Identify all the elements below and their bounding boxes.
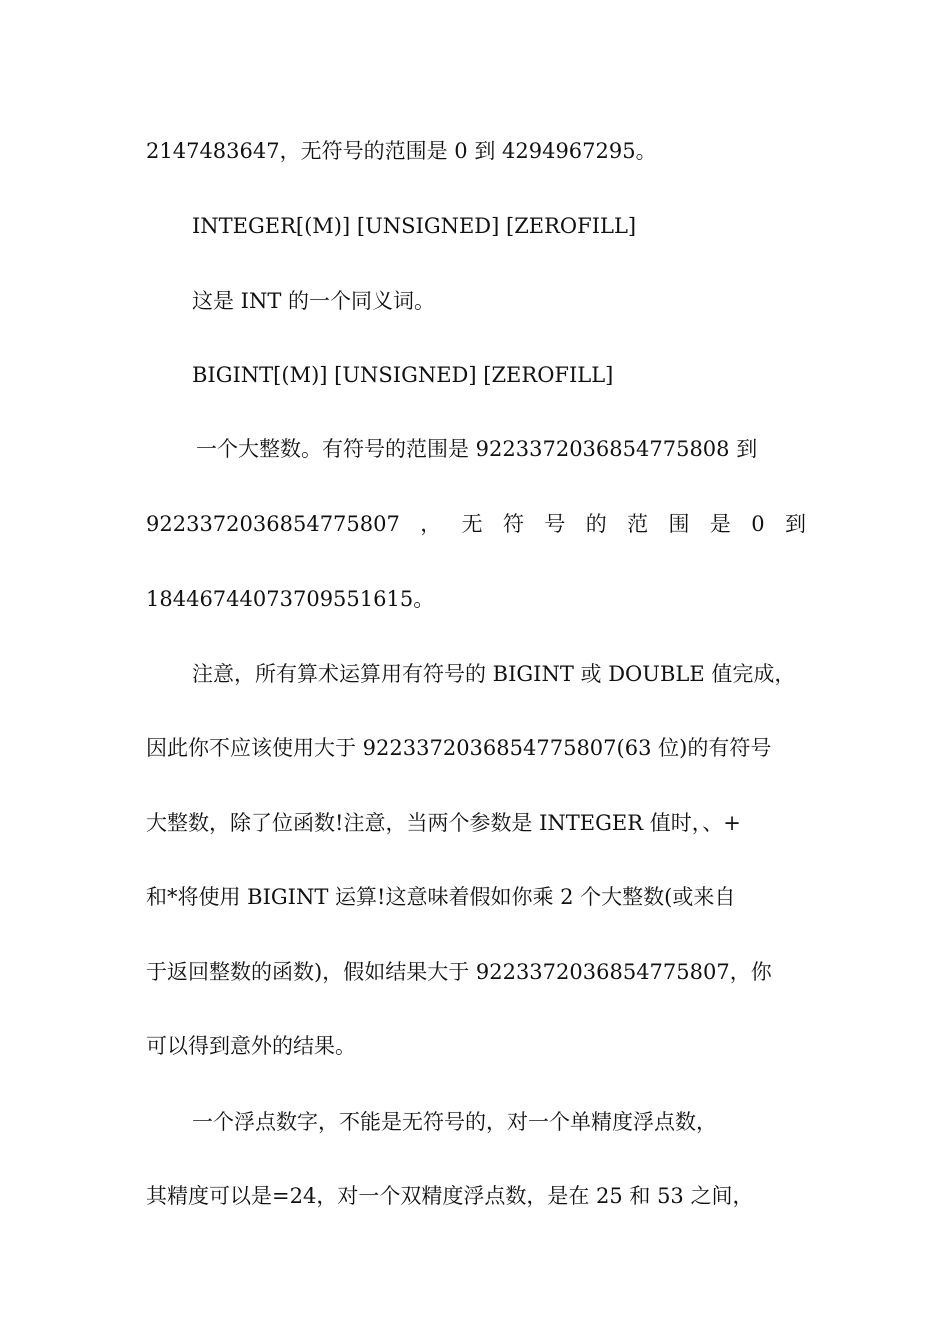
justified-part-8: 围 [668, 512, 690, 536]
text-line-6-justified [146, 509, 806, 539]
text-line-1: 2147483647，无符号的范围是 0 到 4294967295。 [146, 139, 657, 163]
text-line-2: INTEGER[(M)] [UNSIGNED] [ZEROFILL] [192, 214, 637, 238]
text-line-3: 这是 INT 的一个同义词。 [192, 289, 436, 313]
text-line-10: 大整数，除了位函数!注意，当两个参数是 INTEGER 值时，、+ [146, 811, 741, 835]
justified-part-7: 范 [627, 512, 649, 536]
text-line-15: 其精度可以是=24，对一个双精度浮点数，是在 25 和 53 之间， [146, 1184, 754, 1208]
text-line-11: 和*将使用 BIGINT 运算!这意味着假如你乘 2 个大整数(或来自 [146, 885, 736, 909]
justified-part-11: 到 [784, 512, 806, 536]
justified-part-10: 0 [751, 512, 765, 536]
text-line-12: 于返回整数的函数)，假如结果大于 9223372036854775807，你 [146, 960, 772, 984]
text-line-9: 因此你不应该使用大于 9223372036854775807(63 位)的有符号 [146, 736, 772, 760]
text-line-13: 可以得到意外的结果。 [146, 1034, 356, 1058]
justified-part-4: 符 [502, 512, 524, 536]
justified-part-9: 是 [709, 512, 731, 536]
justified-part-1: 9223372036854775807 [146, 512, 400, 536]
text-line-14: 一个浮点数字，不能是无符号的，对一个单精度浮点数， [192, 1110, 717, 1134]
justified-part-3: 无 [461, 512, 483, 536]
justified-part-5: 号 [544, 512, 566, 536]
justified-part-6: 的 [585, 512, 607, 536]
text-line-5: 一个大整数。有符号的范围是 9223372036854775808 到 [196, 437, 758, 461]
justified-part-2: ， [420, 512, 442, 536]
text-line-4: BIGINT[(M)] [UNSIGNED] [ZEROFILL] [192, 363, 614, 387]
text-line-7: 18446744073709551615。 [146, 587, 435, 611]
text-line-8: 注意，所有算术运算用有符号的 BIGINT 或 DOUBLE 值完成， [192, 662, 796, 686]
